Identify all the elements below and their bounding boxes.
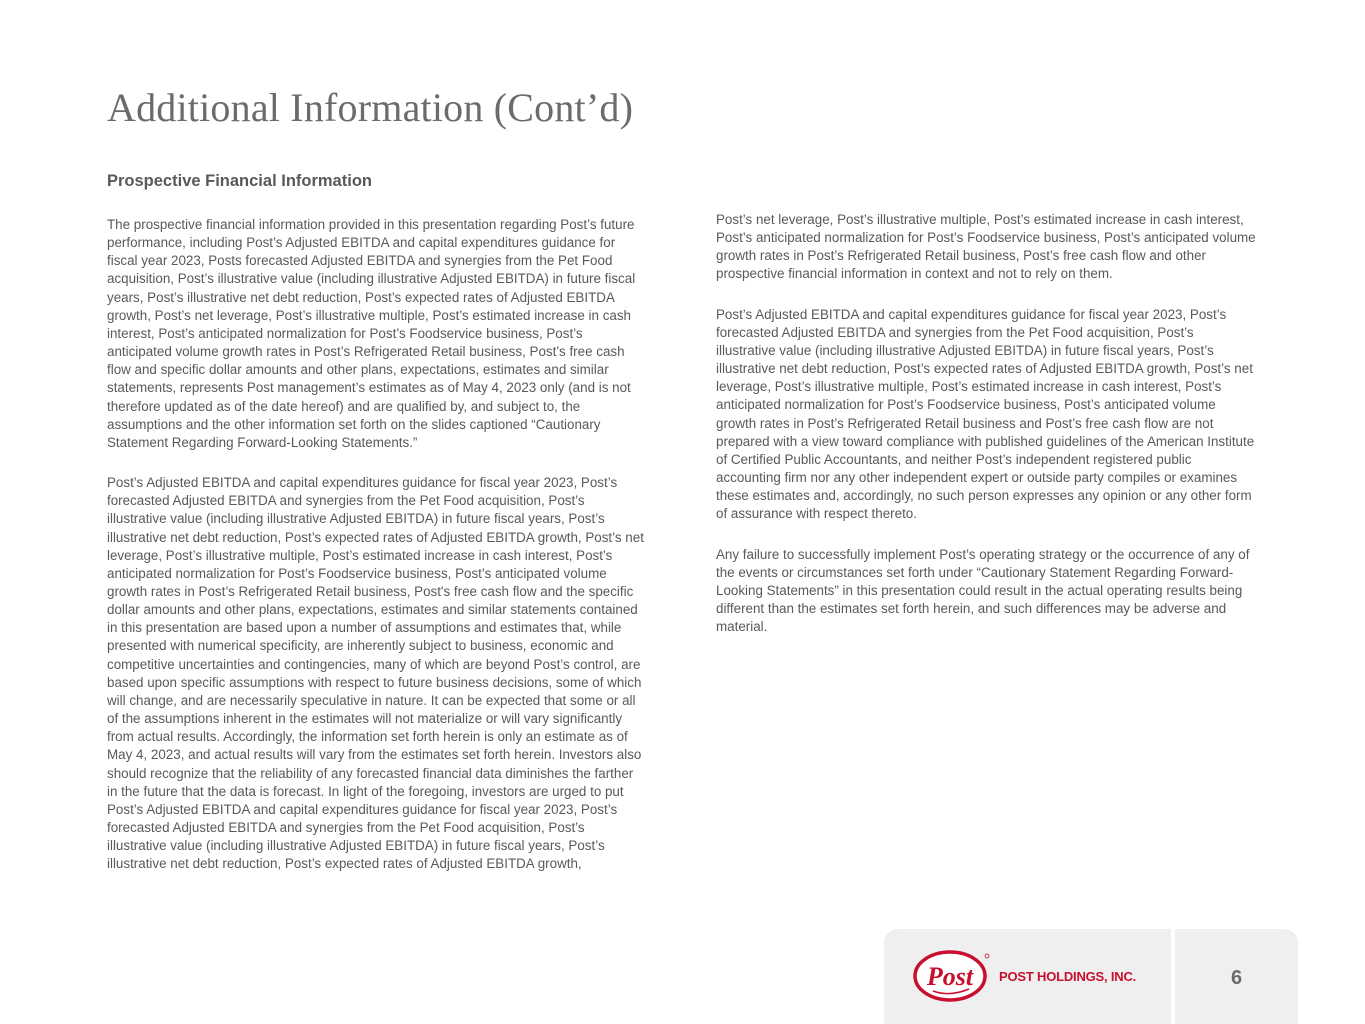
paragraph: The prospective financial information provided in this presentation regarding Post’s future performance, including Post’s Adjusted EBITDA and capital expenditures guidance for fiscal year 2023, Posts forecasted Adjusted EBITDA and synergies from the Pet Food acquisition, Post’s illustrative value (including illustrative Adjusted EBITDA) in future fiscal years, Post’s illustrative net debt reduction, Post’s expected rates of Adjusted EBITDA growth, Post’s net leverage, Post’s illustrative multiple, Post’s estimated increase in cash interest, Post’s anticipated normalization for Post’s Foodservice business, Post’s anticipated volume growth rates in Post’s Refrigerated Retail business, Post’s free cash flow and specific dollar amounts and other plans, expectations, estimates and similar statements, represents Post management’s estimates as of May 4, 2023 only (and is not therefore updated as of the date hereof) and are qualified by, and subject to, the assumptions and the other information set forth on the slides captioned “Cautionary Statement Regarding Forward-Looking Statements.” bbox=[107, 217, 636, 450]
paragraph: Any failure to successfully implement Post’s operating strategy or the occurrence of any of the events or circumstances set forth under “Cautionary Statement Regarding Forward-Looking Statements” in this presentation could result in the actual operating results being different than the estimates set forth herein, and such differences may be adverse and material. bbox=[716, 546, 1250, 635]
footer-brand bbox=[884, 929, 1171, 1024]
paragraph: Post’s Adjusted EBITDA and capital expenditures guidance for fiscal year 2023, Post’s forecasted Adjusted EBITDA and synergies from the Pet Food acquisition, Post’s illustrative value (including illustrative Adjusted EBITDA) in future fiscal years, Post’s illustrative net debt reduction, Post’s expected rates of Adjusted EBITDA growth, Post’s net leverage, Post’s illustrative multiple, Post’s estimated increase in cash interest, Post’s anticipated normalization for Post’s Foodservice business, Post’s anticipated volume growth rates in Post’s Refrigerated Retail business, Post's free cash flow and the specific dollar amounts and other plans, expectations, estimates and similar statements contained in this presentation are based upon a number of assumptions and estimates that, while presented with numerical specificity, are inherently subject to business, economic and competitive uncertainties and contingencies, many of which are beyond Post’s control, are based upon specific assumptions with respect to future business decisions, some of which will change, and are necessarily speculative in nature. It can be expected that some or all of the assumptions inherent in the estimates will not materialize or will vary significantly from actual results. Accordingly, the information set forth herein is only an estimate as of May 4, 2023, and actual results will vary from the estimates set forth herein. Investors also should recognize that the reliability of any forecasted financial data diminishes the farther in the future that the data is forecast. In light of the foregoing, investors are urged to put Post’s Adjusted EBITDA and capital expenditures guidance for fiscal year 2023, Post’s forecasted Adjusted EBITDA and synergies from the Pet Food acquisition, Post’s illustrative value (including illustrative Adjusted EBITDA) in future fiscal years, Post’s illustrative net debt reduction, Post’s expected rates of Adjusted EBITDA growth, bbox=[107, 475, 644, 872]
page-title: Additional Information (Cont’d) bbox=[107, 85, 634, 130]
paragraph: Post’s Adjusted EBITDA and capital expenditures guidance for fiscal year 2023, Post’s forecasted Adjusted EBITDA and synergies from the Pet Food acquisition, Post’s illustrative value (including illustrative Adjusted EBITDA) in future fiscal years, Post’s illustrative net debt reduction, Post’s expected rates of Adjusted EBITDA growth, Post’s net leverage, Post’s illustrative multiple, Post’s estimated increase in cash interest, Post’s anticipated normalization for Post’s Foodservice business, Post’s anticipated volume growth rates in Post’s Refrigerated Retail business and Post’s free cash flow are not prepared with a view toward compliance with published guidelines of the American Institute of Certified Public Accountants, and neither Post’s independent registered public accounting firm nor any other independent expert or outside party compiles or examines these estimates and, accordingly, no such person expresses any opinion or any other form of assurance with respect thereto. bbox=[716, 306, 1255, 522]
post-logo-icon bbox=[913, 949, 991, 1005]
paragraph: Post’s net leverage, Post’s illustrative multiple, Post’s estimated increase in cash interest, Post’s anticipated normalization for Post’s Foodservice business, Post’s anticipated volume growth rates in Post’s Refrigerated Retail business, Post’s free cash flow and other prospective financial information in context and not to rely on them. bbox=[716, 212, 1256, 282]
page-number-box bbox=[1175, 929, 1298, 1024]
page-number: 6 bbox=[1230, 967, 1243, 989]
section-heading: Prospective Financial Information bbox=[107, 172, 372, 190]
company-name: POST HOLDINGS, INC. bbox=[999, 969, 1137, 984]
logo-wordmark: Post bbox=[926, 962, 974, 991]
right-column bbox=[716, 211, 1256, 658]
left-column bbox=[107, 216, 647, 895]
